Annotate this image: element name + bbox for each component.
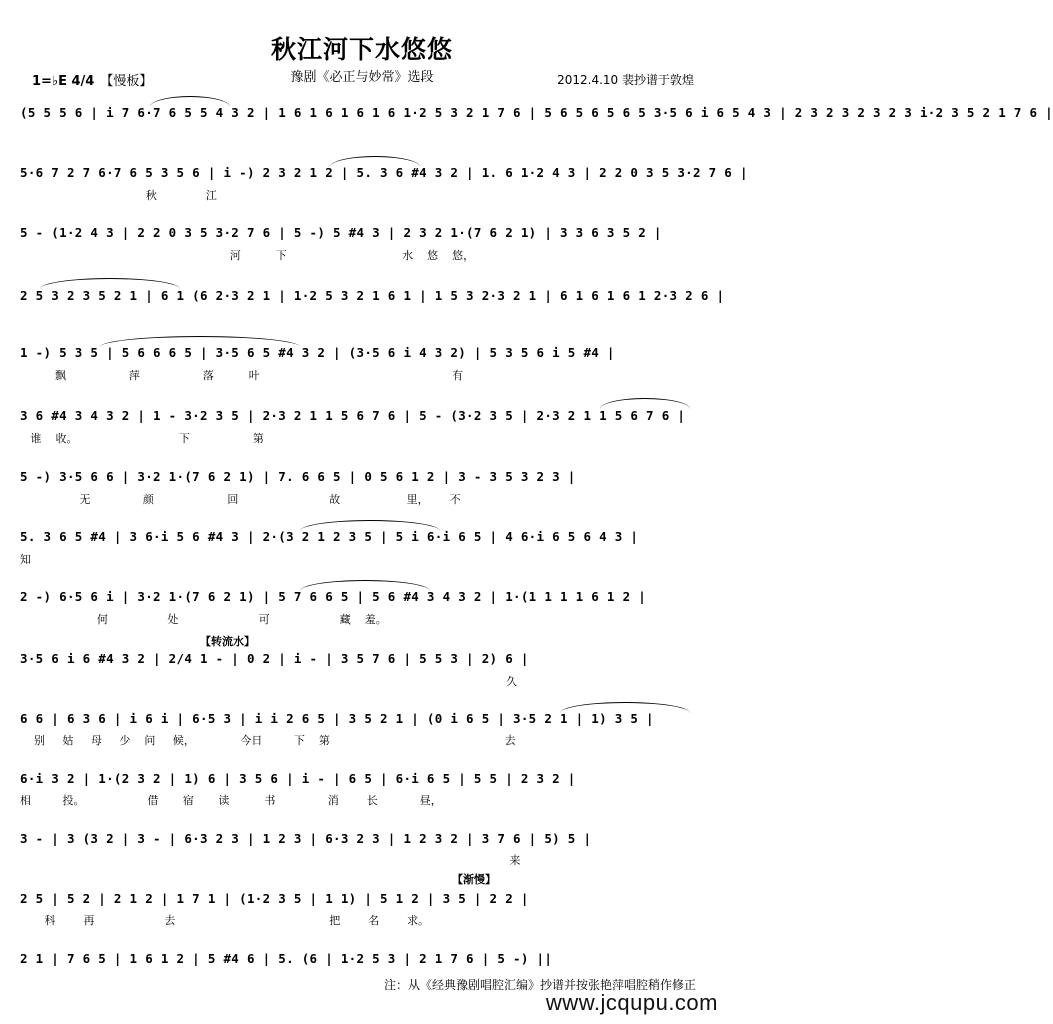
section-marking: 【转流水】 [200, 635, 255, 648]
slur [330, 156, 420, 167]
footer-note: 注：从《经典豫剧唱腔汇编》抄谱并按张艳萍唱腔稍作修正 [383, 978, 696, 992]
lyric-row: 来 [20, 854, 521, 867]
lyric-row: 秋 江 [20, 189, 217, 202]
page-subtitle: 豫剧《必正与妙常》选段 [290, 70, 434, 85]
lyric-row: 知 [20, 553, 31, 566]
score-row: 6 6 | 6 3 6 | i 6 i | 6·5 3 | i i 2 6 5 | 3 5 2 1 | (0 i 6 5 | 3·5 2 1 | 1) 3 5 | [20, 711, 654, 726]
tempo-marking: 【慢板】 [100, 74, 153, 89]
score-row: 5 - (1·2 4 3 | 2 2 0 3 5 3·2 7 6 | 5 -) 5 #4 3 | 2 3 2 1·(7 6 2 1) | 3 3 6 3 5 2 | [20, 225, 662, 240]
key-signature [32, 70, 152, 89]
score-row: 2 1 | 7 6 5 | 1 6 1 2 | 5 #4 6 | 5. (6 | 1·2 5 3 | 2 1 7 6 | 5 -) || [20, 951, 553, 966]
slur [560, 702, 690, 713]
score-row: 2 5 3 2 3 5 2 1 | 6 1 (6 2·3 2 1 | 1·2 5 3 2 1 6 1 | 1 5 3 2·3 2 1 | 6 1 6 1 6 1 2·3 2 6 | [20, 288, 725, 303]
slur [40, 278, 180, 289]
page-title: 秋江河下水悠悠 [270, 35, 453, 64]
slur [150, 96, 230, 107]
score-row: 3·5 6 i 6 #4 3 2 | 2/4 1 - | 0 2 | i - | 3 5 7 6 | 5 5 3 | 2) 6 | [20, 651, 529, 666]
lyric-row: 久 [20, 675, 518, 688]
lyric-row: 相 投。 借 宿 读 书 消 长 昼， [20, 794, 442, 807]
watermark: www.jcqupu.com [545, 990, 718, 1015]
lyric-row: 何 处 可 藏 羞。 [20, 613, 387, 626]
lyric-row: 谁 收。 下 第 [20, 432, 264, 445]
section-marking: 【渐慢】 [452, 873, 496, 886]
score-row: 5·6 7 2 7 6·7 6 5 3 5 6 | i -) 2 3 2 1 2 | 5. 3 6 #4 3 2 | 1. 6 1·2 4 3 | 2 2 0 3 5 3·2 7 6 | [20, 165, 748, 180]
lyric-row: 无 颜 回 故 里， 不 [20, 493, 461, 506]
lyric-row: 别 姑 母 少 问 候， 今日 下 第 去 [20, 734, 516, 747]
score-row: 2 -) 6·5 6 i | 3·2 1·(7 6 2 1) | 5 7 6 6 5 | 5 6 #4 3 4 3 2 | 1·(1 1 1 1 6 1 2 | [20, 589, 647, 604]
score-row: 1 -) 5 3 5 | 5 6 6 6 5 | 3·5 6 5 #4 3 2 | (3·5 6 i 4 3 2) | 5 3 5 6 i 5 #4 | [20, 345, 615, 360]
score-row: (5 5 5 6 | i 7 6·7 6 5 5 4 3 2 | 1 6 1 6 1 6 1 6 1·2 5 3 2 1 7 6 | 5 6 5 6 5 6 5 3·5 6 i 6 5 4 3 | 2 3 2 3 2 3 2 3 i·2 3 5 2 1 7 6 | [20, 105, 1053, 120]
key-text: 1=♭E 4/4 [32, 74, 95, 89]
score-row: 2 5 | 5 2 | 2 1 2 | 1 7 1 | (1·2 3 5 | 1 1) | 5 1 2 | 3 5 | 2 2 | [20, 891, 529, 906]
score-row: 6·i 3 2 | 1·(2 3 2 | 1) 6 | 3 5 6 | i - | 6 5 | 6·i 6 5 | 5 5 | 2 3 2 | [20, 771, 576, 786]
lyric-row: 河 下 水 悠 悠， [20, 249, 475, 262]
slur [100, 336, 300, 347]
slur [600, 398, 690, 409]
lyric-row: 飘 萍 落 叶 有 [20, 369, 464, 382]
score-row: 3 - | 3 (3 2 | 3 - | 6·3 2 3 | 1 2 3 | 6·3 2 3 | 1 2 3 2 | 3 7 6 | 5) 5 | [20, 831, 592, 846]
score-row: 3 6 #4 3 4 3 2 | 1 - 3·2 3 5 | 2·3 2 1 1 5 6 7 6 | 5 - (3·2 3 5 | 2·3 2 1 1 5 6 7 6 | [20, 408, 686, 423]
score-row: 5 -) 3·5 6 6 | 3·2 1·(7 6 2 1) | 7. 6 6 5 | 0 5 6 1 2 | 3 - 3 5 3 2 3 | [20, 469, 576, 484]
score-row: 5. 3 6 5 #4 | 3 6·i 5 6 #4 3 | 2·(3 2 1 2 3 5 | 5 i 6·i 6 5 | 4 6·i 6 5 6 4 3 | [20, 529, 639, 544]
lyric-row: 科 再 去 把 名 求。 [20, 914, 430, 927]
slur [300, 580, 430, 591]
slur [300, 520, 440, 531]
date-credit: 2012.4.10 裴抄谱于敦煌 [557, 73, 694, 87]
